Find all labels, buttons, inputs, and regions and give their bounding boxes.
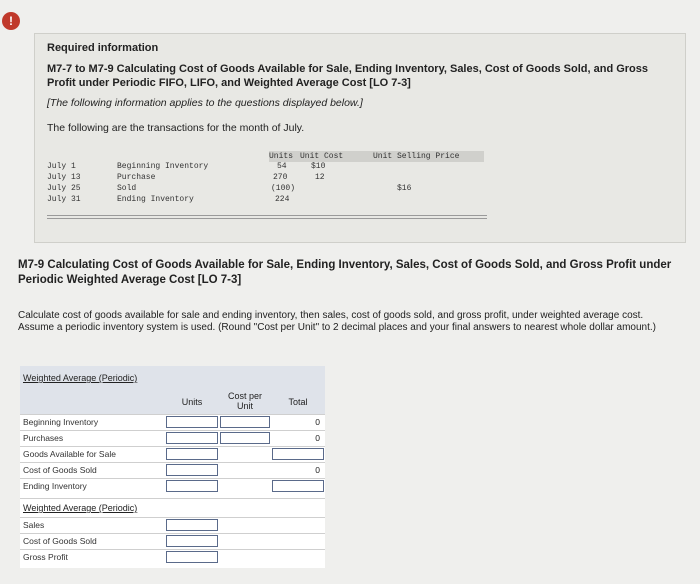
total-value <box>272 464 324 476</box>
txn-units: (100) <box>271 184 296 193</box>
total-input[interactable] <box>272 480 324 492</box>
rounding-note: (Round "Cost per Unit" to 2 decimal places and your final answers to nearest whole dollar amount.) <box>218 322 656 333</box>
txn-price: $16 <box>397 184 412 193</box>
cost-per-unit-input[interactable] <box>220 416 270 428</box>
transactions-header <box>269 151 484 162</box>
col-units: Units <box>181 397 203 407</box>
transactions-intro: The following are the transactions for the month of July. <box>47 122 305 134</box>
row-label: Beginning Inventory <box>23 417 99 427</box>
header-units: Units <box>269 152 294 161</box>
header-unit-price: Unit Selling Price <box>373 152 460 161</box>
section-label: Weighted Average (Periodic) <box>23 503 138 513</box>
weighted-average-table <box>20 366 325 568</box>
row-label: Cost of Goods Sold <box>23 465 97 475</box>
table-row <box>20 462 325 478</box>
units-input[interactable] <box>166 432 218 444</box>
txn-date: July 13 <box>47 173 81 182</box>
header-unit-cost: Unit Cost <box>300 152 344 161</box>
total-value <box>272 416 324 428</box>
row-label: Goods Available for Sale <box>23 449 116 459</box>
txn-units: 270 <box>273 173 288 182</box>
transaction-row <box>47 173 485 184</box>
units-input[interactable] <box>166 464 218 476</box>
alert-icon: ! <box>2 12 20 30</box>
cogs-input[interactable] <box>166 535 218 547</box>
table-row <box>20 414 325 430</box>
table-row <box>20 549 325 565</box>
col-cost-per-unit: Cost per Unit <box>227 391 262 411</box>
table-row <box>20 478 325 494</box>
table-row <box>20 533 325 549</box>
txn-units: 54 <box>277 162 287 171</box>
txn-cost: 12 <box>315 173 325 182</box>
txn-date: July 25 <box>47 184 81 193</box>
txn-date: July 31 <box>47 195 81 204</box>
divider <box>47 215 487 216</box>
units-input[interactable] <box>166 416 218 428</box>
txn-cost: $10 <box>311 162 326 171</box>
row-label: Sales <box>23 520 45 530</box>
total-text: 0 <box>315 433 320 443</box>
gross-profit-input[interactable] <box>166 551 218 563</box>
row-label: Gross Profit <box>23 552 68 562</box>
units-input[interactable] <box>166 448 218 460</box>
total-value <box>272 432 324 444</box>
txn-desc: Beginning Inventory <box>117 162 209 171</box>
txn-units: 224 <box>275 195 290 204</box>
question-title: M7-9 Calculating Cost of Goods Available for Sale, Ending Inventory, Sales, Cost of Goods Sold, and Gross Profit under Periodic Weighted Average Cost [LO 7-3] <box>18 259 672 286</box>
row-label: Ending Inventory <box>23 481 87 491</box>
row-label: Cost of Goods Sold <box>23 536 97 546</box>
transaction-row <box>47 162 485 173</box>
transactions-table <box>47 151 485 221</box>
table-header <box>20 366 325 414</box>
divider <box>47 218 487 219</box>
txn-desc: Ending Inventory <box>117 195 194 204</box>
txn-desc: Sold <box>117 184 137 193</box>
transaction-row <box>47 195 485 206</box>
problem-subheading: M7-7 to M7-9 Calculating Cost of Goods Available for Sale, Ending Inventory, Sales, Cost of Goods Sold, and Gross Profit under Periodic FIFO, LIFO, and Weighted Average Cost [LO 7-3] <box>47 63 649 89</box>
required-info-heading: Required information <box>47 42 159 54</box>
instructions-text: Calculate cost of goods available for sale and ending inventory, then sales, cost of goods sold, and gross profit, under weighted average cost. Assume a periodic inventory system is used. <box>18 310 644 333</box>
section-label: Weighted Average (Periodic) <box>23 373 138 383</box>
section-header-row <box>20 498 325 517</box>
total-text: 0 <box>315 417 320 427</box>
total-input[interactable] <box>272 448 324 460</box>
txn-date: July 1 <box>47 162 76 171</box>
info-note: [The following information applies to the questions displayed below.] <box>47 97 363 109</box>
table-row <box>20 430 325 446</box>
row-label: Purchases <box>23 433 64 443</box>
txn-desc: Purchase <box>117 173 156 182</box>
table-row <box>20 446 325 462</box>
col-total: Total <box>288 397 308 407</box>
transaction-row <box>47 184 485 195</box>
units-input[interactable] <box>166 480 218 492</box>
total-text: 0 <box>315 465 320 475</box>
table-row <box>20 517 325 533</box>
sales-input[interactable] <box>166 519 218 531</box>
cost-per-unit-input[interactable] <box>220 432 270 444</box>
required-information-panel <box>34 33 686 243</box>
question-instructions <box>18 310 678 334</box>
